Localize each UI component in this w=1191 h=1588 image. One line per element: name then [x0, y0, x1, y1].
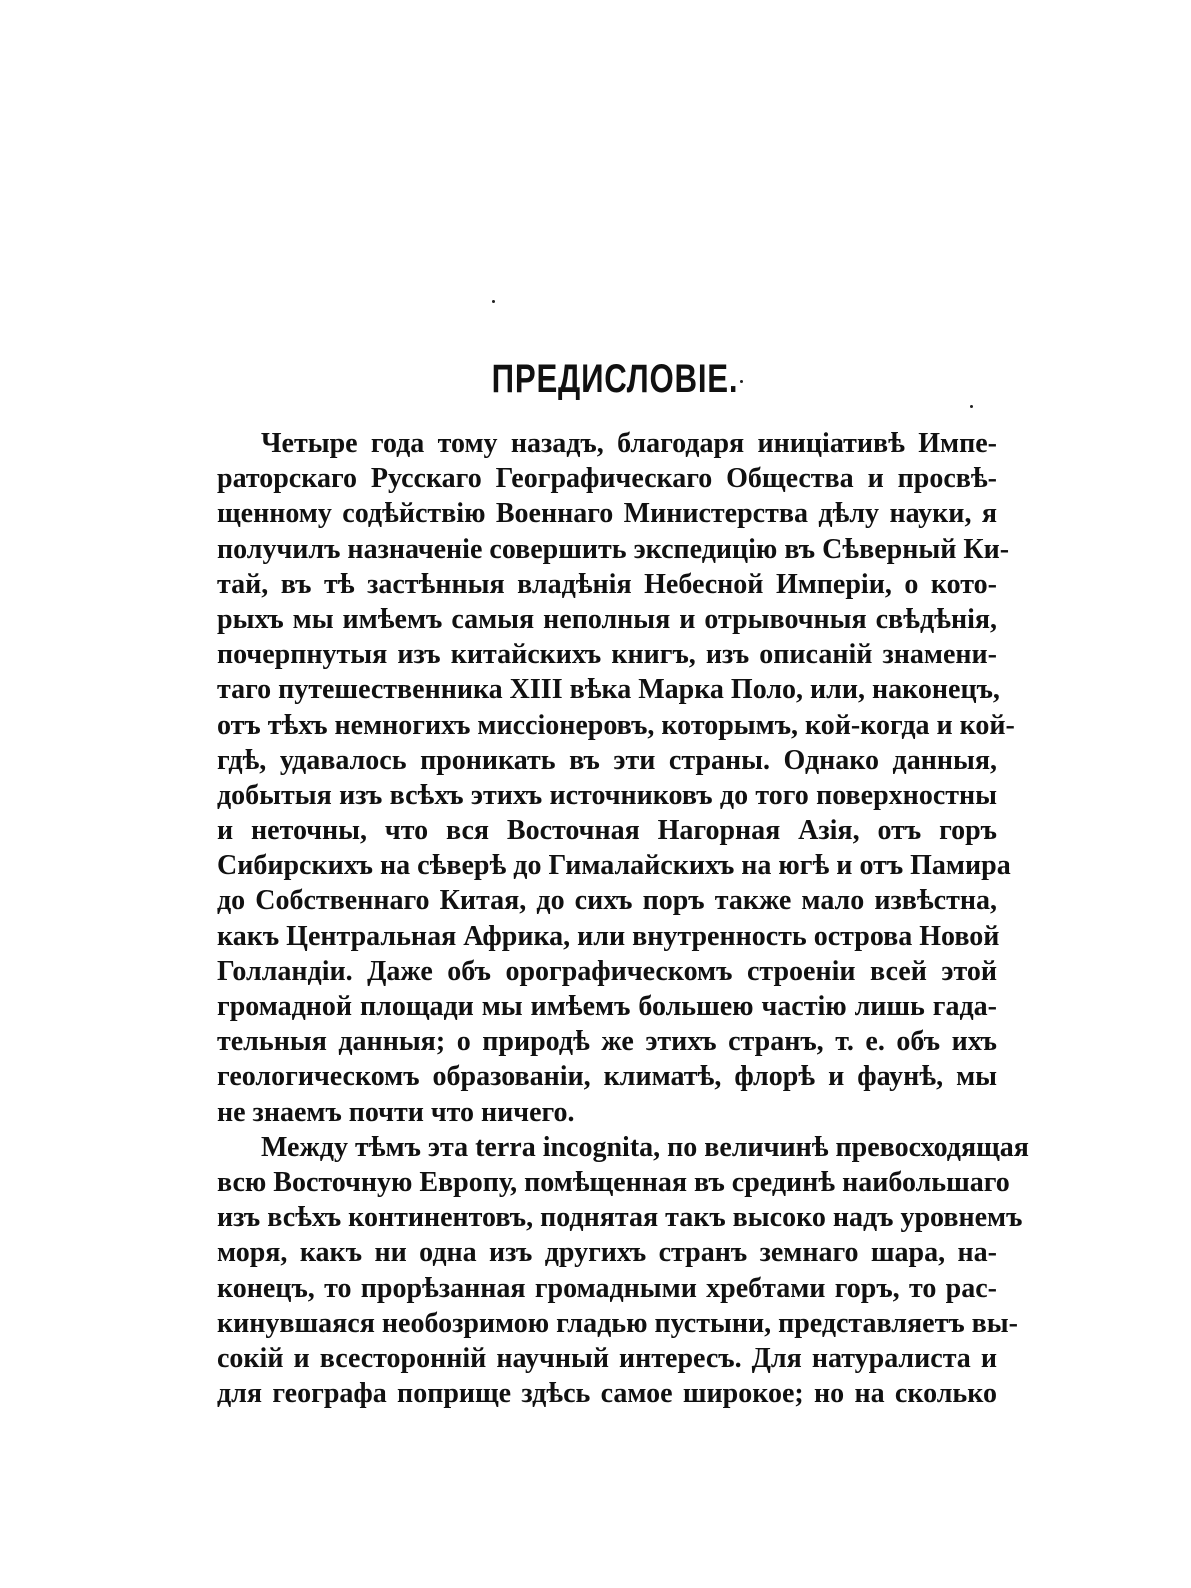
- text-line: громадной площади мы имѣемъ большею частію лишь гада-: [217, 991, 997, 1022]
- text-line: добытыя изъ всѣхъ этихъ источниковъ до того поверхностны: [217, 779, 997, 811]
- scan-speck: [492, 300, 495, 303]
- text-line: до Собственнаго Китая, до сихъ поръ также мало извѣстна,: [217, 885, 997, 917]
- text-line: Между тѣмъ эта terra incognita, по величинѣ превосходящая: [261, 1131, 1029, 1163]
- scan-speck: [970, 405, 973, 408]
- text-line: кинувшаяся необозримою гладью пустыни, представляетъ вы-: [217, 1307, 1018, 1339]
- text-line: получилъ назначеніе совершить экспедицію въ Сѣверный Ки-: [217, 533, 1010, 565]
- text-line: щенному содѣйствію Военнаго Министерства дѣлу науки, я: [217, 498, 997, 530]
- text-line: какъ Центральная Африка, или внутренность острова Новой: [217, 920, 1000, 952]
- text-line: и неточны, что вся Восточная Нагорная Азія, отъ горъ: [217, 815, 997, 847]
- text-line: Сибирскихъ на сѣверѣ до Гималайскихъ на югѣ и отъ Памира: [217, 850, 1011, 882]
- text-line: тельныя данныя; о природѣ же этихъ странъ, т. е. объ ихъ: [217, 1026, 997, 1058]
- page-title: ПРЕДИСЛОВІЕ.: [491, 356, 739, 401]
- body-text: [217, 426, 1029, 1411]
- text-line: Четыре года тому назадъ, благодаря иниціативѣ Импе-: [261, 428, 997, 459]
- paragraph: [217, 426, 1015, 1130]
- text-line: Голландіи. Даже объ орографическомъ строеніи всей этой: [217, 955, 997, 987]
- text-line: таго путешественника XIII вѣка Марка Поло, или, наконецъ,: [217, 674, 1000, 706]
- text-line: всю Восточную Европу, помѣщенная въ срединѣ наибольшаго: [217, 1166, 1010, 1198]
- text-line: геологическомъ образованіи, климатѣ, флорѣ и фаунѣ, мы: [217, 1061, 997, 1093]
- text-line: для географа поприще здѣсь самое широкое; но на сколько: [217, 1378, 997, 1410]
- text-line: раторскаго Русскаго Географическаго Общества и просвѣ-: [217, 463, 997, 495]
- text-line: тай, въ тѣ застѣнныя владѣнія Небесной Имперіи, о кото-: [217, 568, 997, 600]
- text-line: моря, какъ ни одна изъ другихъ странъ земнаго шара, на-: [217, 1237, 997, 1269]
- text-line: конецъ, то прорѣзанная громадными хребтами горъ, то рас-: [217, 1272, 997, 1304]
- text-line: сокій и всесторонній научный интересъ. Для натуралиста и: [217, 1342, 997, 1374]
- text-line: не знаемъ почти что ничего.: [217, 1096, 575, 1128]
- text-line: почерпнутыя изъ китайскихъ книгъ, изъ описаній знамени-: [217, 639, 997, 671]
- text-line: гдѣ, удавалось проникать въ эти страны. Однако данныя,: [217, 744, 997, 776]
- text-line: рыхъ мы имѣемъ самыя неполныя и отрывочныя свѣдѣнія,: [217, 603, 997, 635]
- text-line: изъ всѣхъ континентовъ, поднятая такъ высоко надъ уровнемъ: [217, 1202, 1023, 1234]
- text-line: отъ тѣхъ немногихъ миссіонеровъ, которымъ, кой-когда и кой-: [217, 709, 1015, 741]
- paragraph: [217, 1130, 1029, 1412]
